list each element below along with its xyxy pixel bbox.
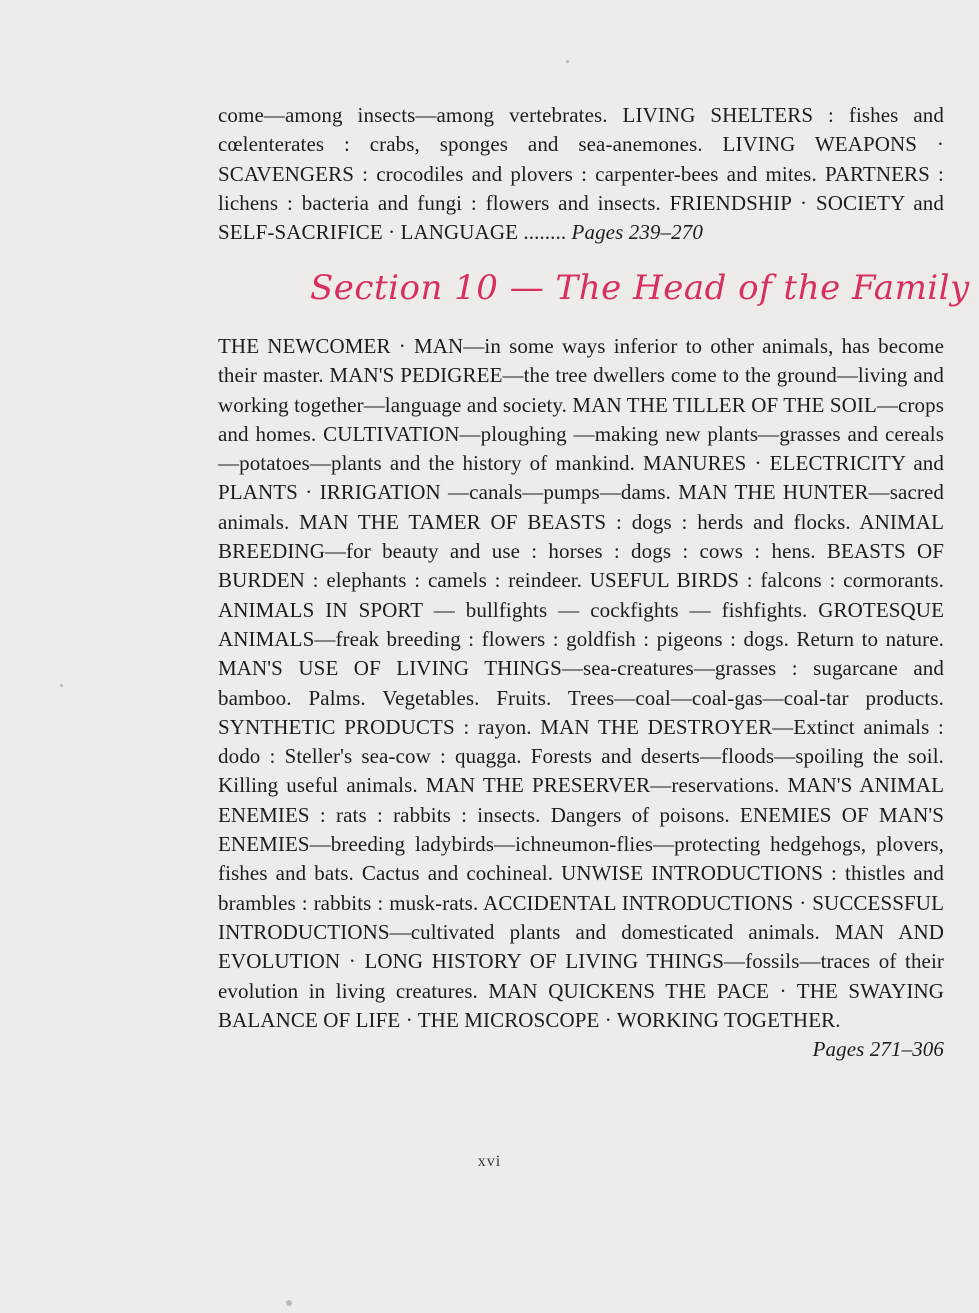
previous-section-leader: ........ <box>523 220 567 245</box>
previous-section-summary <box>218 101 944 247</box>
paper-speck <box>60 684 63 687</box>
section-summary <box>218 332 944 1064</box>
section-text: THE NEWCOMER · MAN—in some ways inferior to other animals, has become their master. MAN'S PEDIGREE—the tree dwellers come to the ground—living and working together—language and society. MAN THE TILLER OF THE SOIL—crops and homes. CULTIVATION—ploughing —making new plants—grasses and cereals—potatoes—plants and the history of mankind. MANURES · ELECTRICITY and PLANTS · IRRIGATION —canals—pumps—dams. MAN THE HUNTER—sacred animals. MAN THE TAMER OF BEASTS : dogs : herds and flocks. ANIMAL BREEDING—for beauty and use : horses : dogs : cows : hens. BEASTS OF BURDEN : elephants : camels : reindeer. USEFUL BIRDS : falcons : cormorants. ANIMALS IN SPORT — bullfights — cockfights — fishfights. GROTESQUE ANIMALS—freak breeding : flowers : goldfish : pigeons : dogs. Return to nature. MAN'S USE OF LIVING THINGS—sea-creatures—grasses : sugarcane and bamboo. Palms. Vegetables. Fruits. Trees—coal—coal-gas—coal-tar products. SYNTHETIC PRODUCTS : rayon. MAN THE DESTROYER—Extinct animals : dodo : Steller's sea-cow : quagga. Forests and deserts—floods—spoiling the soil. Killing useful animals. MAN THE PRESERVER—reservations. MAN'S ANIMAL ENEMIES : rats : rabbits : insects. Dangers of poisons. ENEMIES OF MAN'S ENEMIES—breeding ladybirds—ichneumon-flies—protecting hedgehogs, plovers, fishes and bats. Cactus and cochineal. UNWISE INTRODUCTIONS : thistles and brambles : rabbits : musk-rats. ACCIDENTAL INTRODUCTIONS · SUCCESSFUL INTRODUCTIONS—cultivated plants and domesticated animals. MAN AND EVOLUTION · LONG HISTORY OF LIVING THINGS—fossils—traces of their evolution in living creatures. MAN QUICKENS THE PACE · THE SWAYING BALANCE OF LIFE · THE MICROSCOPE · WORKING TOGETHER. <box>218 334 944 1032</box>
paper-speck <box>566 60 569 63</box>
section-pages: Pages 271–306 <box>812 1037 944 1062</box>
previous-section-pages: Pages 239–270 <box>571 220 703 245</box>
section-heading: Section 10 — The Head of the Family <box>310 268 970 308</box>
previous-section-text: come—among insects—among vertebrates. LIVING SHELTERS : fishes and cœlenterates : crabs, sponges and sea-anemones. LIVING WEAPONS · SCAVENGERS : crocodiles and plovers : carpenter-bees and mites. PARTNERS : lichens : bacteria and fungi : flowers and insects. FRIENDSHIP · SOCIETY and SELF-SACRIFICE · LANGUAGE <box>218 103 944 245</box>
paper-speck <box>286 1300 292 1306</box>
page-number: xvi <box>477 1153 502 1170</box>
